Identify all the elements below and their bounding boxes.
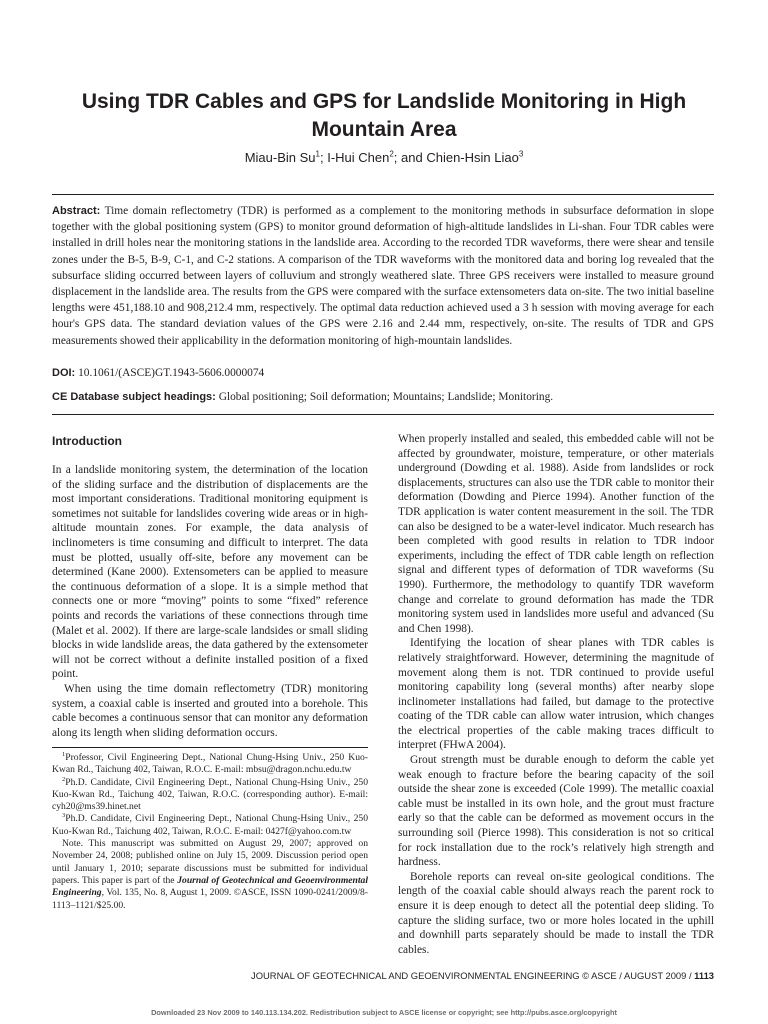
paper-title: Using TDR Cables and GPS for Landslide Monitoring in High Mountain Area (81, 90, 687, 141)
paragraph: Grout strength must be durable enough to deform the cable yet weak enough to fracture before the bearing capacity of the soil outside the shear zone is exceeded (Cole 1999). The metallic coaxial cable must be installed in its own hole, and the grout must fracture early so that the cable can be deformed as movement occurs in the surrounding soil (Pierce 1998). This consideration is not so critical for rock installation due to the rock’s relatively high strength and hardness. (398, 754, 714, 869)
subject-headings-label: CE Database subject headings: (52, 391, 216, 403)
author-name: Chien-Hsin Liao (426, 150, 519, 165)
footnote (52, 752, 368, 777)
paragraph: Identifying the location of shear planes with TDR cables is relatively straightforward. However, determining the magnitude of movement along them is not. TDR continued to provide useful monitoring capability long (several months) after nearby slope inclinometer installations had failed, but damage to the protective coating of the TDR cable can allow water intrusion, which changes the electrical properties of the cable making traces difficult to interpret (FHwA 2004). (398, 637, 714, 752)
journal-name: Journal of Geotechnical and Geoenvironmental Engineering (52, 874, 368, 899)
footnote-divider (52, 747, 368, 748)
abstract-text: Time domain reflectometry (TDR) is performed as a complement to the monitoring methods in subsurface deformation in slope together with the global positioning system (GPS) to monitor ground deformation of high-altitude landslides in Li-shan. Four TDR cables were installed in drill holes near the monitoring stations in the landslide area. According to the recorded TDR waveforms, there were shear and tensile zones under the B-5, B-9, C-1, and C-2 stations. A comparison of the TDR waveforms with the monitored data and boring log revealed that the subsurface sliding occurred between layers of colluvium and strongly weathered slate. Three GPS receivers were installed to measure ground displacement in the landslide area. The results from the GPS were compared with the surface extensometers data on-site. The two initial baseline lengths were 451,188.10 and 908,212.4 mm, respectively. The optimal data reduction achieved used a 3 h session with moving average for each hour's GPS data. The standard deviation values of the GPS were 2.16 and 2.44 mm, respectively, on-site. The results of TDR and GPS measurements showed their applicability in the deformation monitoring of high-mountain landslides. (52, 205, 714, 347)
paragraph: When properly installed and sealed, this embedded cable will not be affected by groundwater, moisture, temperature, or other materials underground (Dowding et al. 1988). Aside from landslides or rock displacements, structures can also use the TDR cable to monitor their deformation (Dowding and Pierce 1994). Another function of the TDR application is water content measurement in the soil. The TDR can also be designed to be a water-level indicator. Much research has been completed with good results in relation to TDR indoor experiments, including the effect of TDR cable length on reflection signal and different types of deformation of TDR waveforms (Su 1990). Furthermore, the methodology to quantify TDR waveform change and correlate to ground deformation has made the TDR monitoring system used in landslides more useful and advanced (Su and Chen 1998). (398, 433, 714, 635)
subject-headings-line (52, 390, 714, 405)
footnote-text: Ph.D. Candidate, Civil Engineering Dept., National Chung-Hsing Univ., 250 Kuo-Kwan Rd., Taichung 402, Taiwan, R.O.C. (corresponding author). E-mail: cyh20@ms39.hinet.net (52, 776, 368, 813)
footnote-mark: 2 (62, 775, 66, 783)
paragraph: When using the time domain reflectometry (TDR) monitoring system, a coaxial cable is inserted and grouted into a borehole. This cable becomes a continuous sensor that can monitor any deformation along its length when sliding deformation occurs. (52, 682, 368, 739)
footnote (52, 813, 368, 838)
left-column (52, 463, 368, 740)
paragraph: In a landslide monitoring system, the determination of the location of the sliding surface and the distribution of displacements are the most important considerations. Traditional monitoring equipment is sometimes not suitable for landslides covering wide areas or in high-altitude mountain zones. For example, the data analysis of inclinometers is time consuming and difficult to interpret. The data must be plotted, usually off-site, before any movement can be determined (Kane 2000). Extensometers can be applied to measure the continuous deformation of a slope. It is a simple method that connects one or more “moving” points to some “fixed” reference points and records the variations of these connections through time (Malet et al. 2002). If there are large-scale landsides or small sliding blocks in wide landslide areas, the data gathered by the extensometer will not be correct without a definite installed position of a fixed point. (52, 464, 368, 681)
author-list (50, 150, 718, 166)
footnote-text: Professor, Civil Engineering Dept., National Chung-Hsing Univ., 250 Kuo-Kwan Rd., Taichung 402, Taiwan, R.O.C. E-mail: mbsu@dragon.nchu.edu.tw (52, 752, 368, 776)
subject-headings-value: Global positioning; Soil deformation; Mountains; Landslide; Monitoring. (218, 391, 554, 403)
footnote-text: Ph.D. Candidate, Civil Engineering Dept., National Chung-Hsing Univ., 250 Kuo-Kwan Rd., Taichung 402, Taiwan, R.O.C. E-mail: 0427f@yahoo.com.tw (52, 813, 368, 837)
doi-value[interactable]: 10.1061/(ASCE)GT.1943-5606.0000074 (78, 367, 265, 379)
footnote (52, 777, 368, 814)
footnote-mark: 1 (62, 750, 66, 758)
doi-line (52, 366, 714, 381)
abstract-divider (52, 414, 714, 415)
journal-footer (251, 970, 714, 981)
page-number: 1113 (694, 970, 714, 981)
author-separator: ; (319, 150, 328, 165)
paragraph: Borehole reports can reveal on-site geological conditions. The length of the coaxial cable should always reach the parent rock to ensure it is deep enough to detect all the potential deep sliding. To capture the sliding surface, two or more holes located in the uphill and downhill parts separately should be made to install the TDR cables. (398, 870, 714, 956)
manuscript-note (52, 838, 368, 912)
header-divider (52, 194, 714, 195)
journal-footer-text: JOURNAL OF GEOTECHNICAL AND GEOENVIRONMENTAL ENGINEERING © ASCE / AUGUST 2009 / (251, 970, 695, 981)
author-name: Miau-Bin Su (244, 150, 316, 165)
author-affiliation-mark: 1 (315, 149, 320, 159)
download-notice: Downloaded 23 Nov 2009 to 140.113.134.202. Redistribution subject to ASCE license or copyright; see http://pubs.asce.org/copyright (151, 1008, 617, 1017)
right-column (398, 432, 714, 957)
author-name: I-Hui Chen (327, 150, 390, 165)
note-text: , Vol. 135, No. 8, August 1, 2009. ©ASCE, ISSN 1090-0241/2009/8-1113–1121/$25.00. (52, 887, 368, 911)
section-heading-introduction: Introduction (52, 434, 122, 448)
author-affiliation-mark: 3 (518, 149, 524, 159)
footnote-mark: 3 (62, 812, 66, 820)
doi-label: DOI: (52, 367, 76, 379)
abstract (52, 203, 714, 349)
abstract-label: Abstract: (52, 205, 101, 217)
author-separator: ; and (393, 150, 427, 165)
note-text: Note. This manuscript was submitted on August 29, 2007; approved on November 24, 2008; published online on July 15, 2009. Discussion period open until January 1, 2010; separate discussions must be submitted for individual papers. This paper is part of the (52, 838, 368, 886)
footnotes (52, 752, 368, 912)
author-affiliation-mark: 2 (389, 149, 394, 159)
